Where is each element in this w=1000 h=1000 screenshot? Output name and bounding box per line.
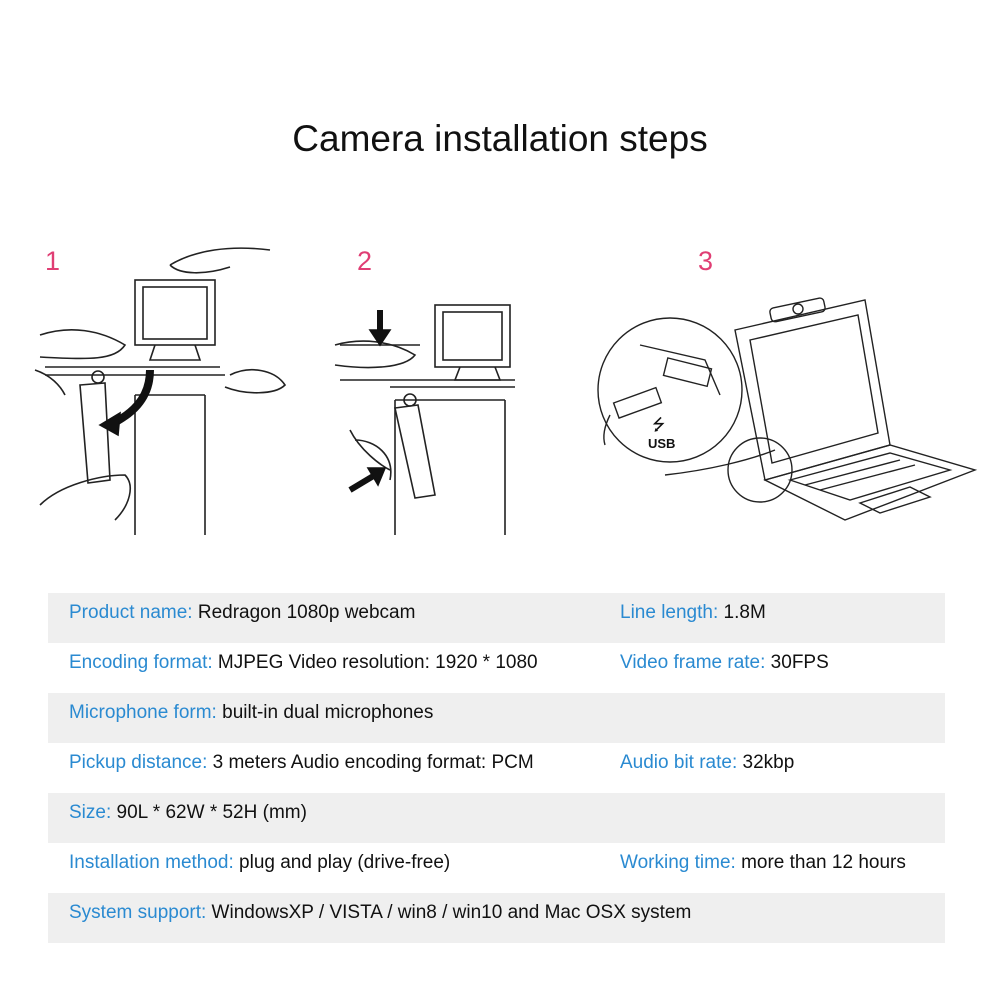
spec-row — [48, 743, 945, 793]
step-number-2: 2 — [357, 246, 373, 276]
spec-row — [48, 593, 945, 643]
step2-illustration — [330, 290, 540, 540]
spec-value: more than 12 hours — [735, 852, 906, 873]
spec-row — [48, 643, 945, 693]
spec-value: MJPEG Video resolution: 1920 * 1080 — [212, 652, 538, 673]
spec-cell-left — [69, 693, 433, 733]
spec-label: Audio bit rate: — [620, 752, 738, 773]
spec-cell-left — [69, 793, 307, 833]
spec-label: Encoding format: — [69, 652, 213, 673]
spec-cell-right — [620, 743, 794, 783]
spec-value: plug and play (drive-free) — [233, 852, 451, 873]
spec-value: 1.8M — [718, 602, 766, 623]
spec-row — [48, 843, 945, 893]
spec-label: Size: — [69, 802, 112, 823]
spec-cell-left — [69, 743, 534, 783]
spec-row — [48, 893, 945, 943]
spec-cell-right — [620, 843, 906, 883]
spec-cell-left — [69, 593, 415, 633]
spec-value: 32kbp — [737, 752, 795, 773]
spec-table — [48, 593, 945, 943]
spec-cell-left — [69, 843, 450, 883]
spec-label: Pickup distance: — [69, 752, 208, 773]
spec-label: Video frame rate: — [620, 652, 766, 673]
usb-label: USB — [648, 436, 676, 451]
spec-cell-left — [69, 643, 538, 683]
spec-value: WindowsXP / VISTA / win8 / win10 and Mac OSX system — [206, 902, 692, 923]
usb-icon: ⭍ — [652, 415, 666, 434]
spec-value: Redragon 1080p webcam — [192, 602, 416, 623]
spec-row — [48, 793, 945, 843]
page-title: Camera installation steps — [292, 118, 708, 159]
step-number-1: 1 — [45, 246, 61, 276]
step1-illustration — [30, 235, 290, 540]
spec-value: 30FPS — [765, 652, 829, 673]
spec-label: Line length: — [620, 602, 719, 623]
spec-row — [48, 693, 945, 743]
spec-label: Working time: — [620, 852, 736, 873]
spec-label: Installation method: — [69, 852, 234, 873]
spec-label: Microphone form: — [69, 702, 217, 723]
spec-cell-right — [620, 643, 829, 683]
step3-illustration — [590, 285, 980, 525]
spec-label: System support: — [69, 902, 207, 923]
step-number-3: 3 — [698, 246, 714, 276]
spec-value: 3 meters Audio encoding format: PCM — [207, 752, 534, 773]
spec-value: 90L * 62W * 52H (mm) — [111, 802, 307, 823]
spec-cell-right — [620, 593, 766, 633]
spec-cell-left — [69, 893, 691, 933]
spec-label: Product name: — [69, 602, 193, 623]
spec-value: built-in dual microphones — [216, 702, 434, 723]
